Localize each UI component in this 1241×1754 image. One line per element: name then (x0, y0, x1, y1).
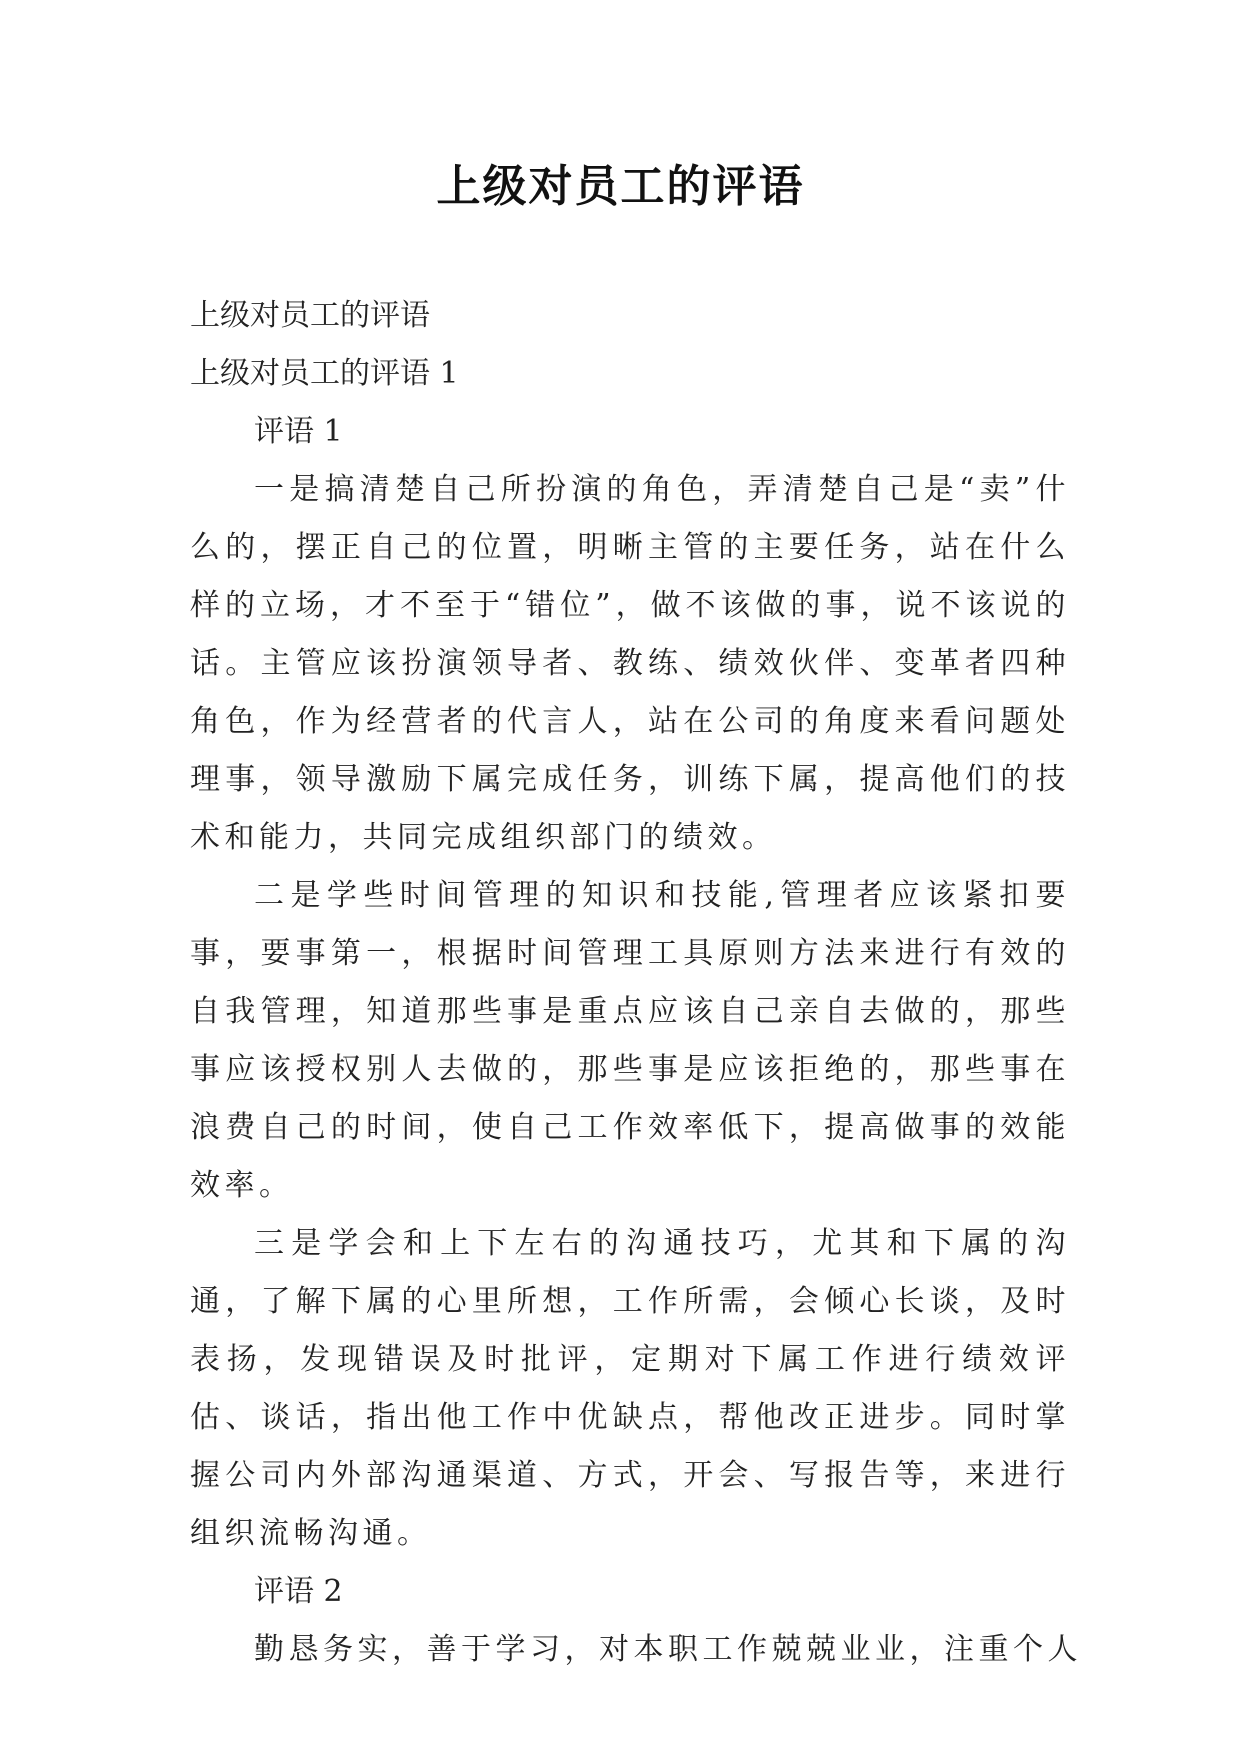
document-body (190, 287, 1082, 1679)
document-title: 上级对员工的评语 (436, 161, 805, 212)
subtitle-line: 上级对员工的评语 (190, 298, 430, 333)
paragraph: 一是搞清楚自己所扮演的角色，弄清楚自己是“卖”什么的，摆正自己的位置，明晰主管的主要任务，站在什么样的立场，才不至于“错位”，做不该做的事，说不该说的话。主管应该扮演领导者、教练、绩效伙伴、变革者四种角色，作为经营者的代言人，站在公司的角度来看问题处理事，领导激励下属完成任务，训练下属，提高他们的技术和能力，共同完成组织部门的绩效。 (190, 472, 1070, 855)
comment-heading: 评语 1 (254, 414, 343, 449)
paragraph: 二是学些时间管理的知识和技能,管理者应该紧扣要事，要事第一，根据时间管理工具原则方法来进行有效的自我管理，知道那些事是重点应该自己亲自去做的，那些事应该授权别人去做的，那些事是应该拒绝的，那些事在浪费自己的时间，使自己工作效率低下，提高做事的效能效率。 (190, 878, 1070, 1203)
paragraph-start: 勤恳务实，善于学习，对本职工作兢兢业业，注重个人 (254, 1632, 1082, 1667)
section-heading: 上级对员工的评语 1 (190, 356, 459, 391)
paragraph: 三是学会和上下左右的沟通技巧，尤其和下属的沟通，了解下属的心里所想，工作所需，会倾心长谈，及时表扬，发现错误及时批评，定期对下属工作进行绩效评估、谈话，指出他工作中优缺点，帮他改正进步。同时掌握公司内外部沟通渠道、方式，开会、写报告等，来进行组织流畅沟通。 (190, 1226, 1070, 1551)
comment-heading: 评语 2 (254, 1574, 343, 1609)
